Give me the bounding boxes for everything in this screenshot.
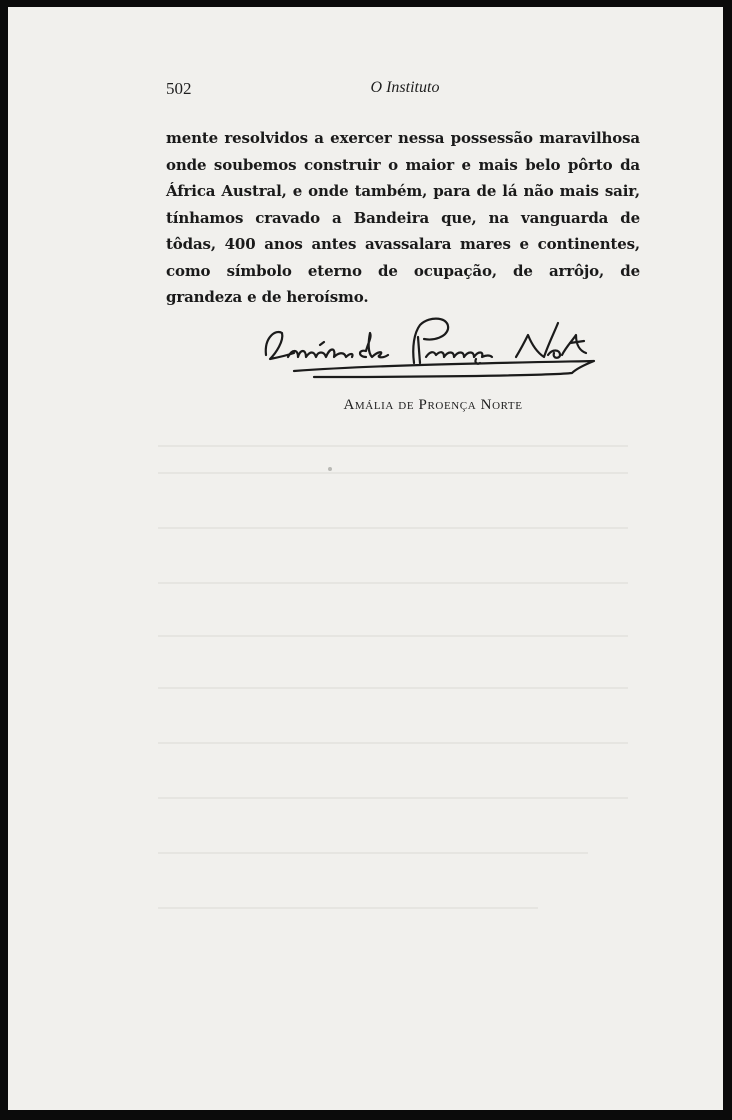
bleed-through-line: [158, 445, 628, 447]
page-number: 502: [166, 79, 192, 98]
author-name: Amália de Proença Norte: [343, 397, 523, 413]
page-header: [166, 79, 644, 103]
body-paragraph: mente resolvidos a exercer nessa possessão maravilhosa onde soubemos construir o maior e mais belo pôrto da África Austral, e onde também, para de lá não mais sair, tínhamos cravado a Bandeira que, na vanguarda de tôdas, 400 anos antes avassalara mares e continentes, como símbolo eterno de ocupação, de arrôjo, de grandeza e de heroísmo.: [166, 129, 640, 306]
bleed-through-line: [158, 582, 628, 584]
bleed-through-line: [158, 635, 628, 637]
bleed-through-line: [158, 687, 628, 689]
bleed-through-line: [158, 852, 588, 854]
bleed-through-line: [158, 797, 628, 799]
bleed-through-line: [158, 907, 538, 909]
handwritten-signature: [254, 307, 604, 387]
bleed-through-line: [158, 527, 628, 529]
running-title: O Instituto: [370, 79, 440, 96]
document-page: [8, 7, 723, 1110]
paper-speck: [328, 467, 332, 471]
bleed-through-line: [158, 742, 628, 744]
bleed-through-line: [158, 472, 628, 474]
